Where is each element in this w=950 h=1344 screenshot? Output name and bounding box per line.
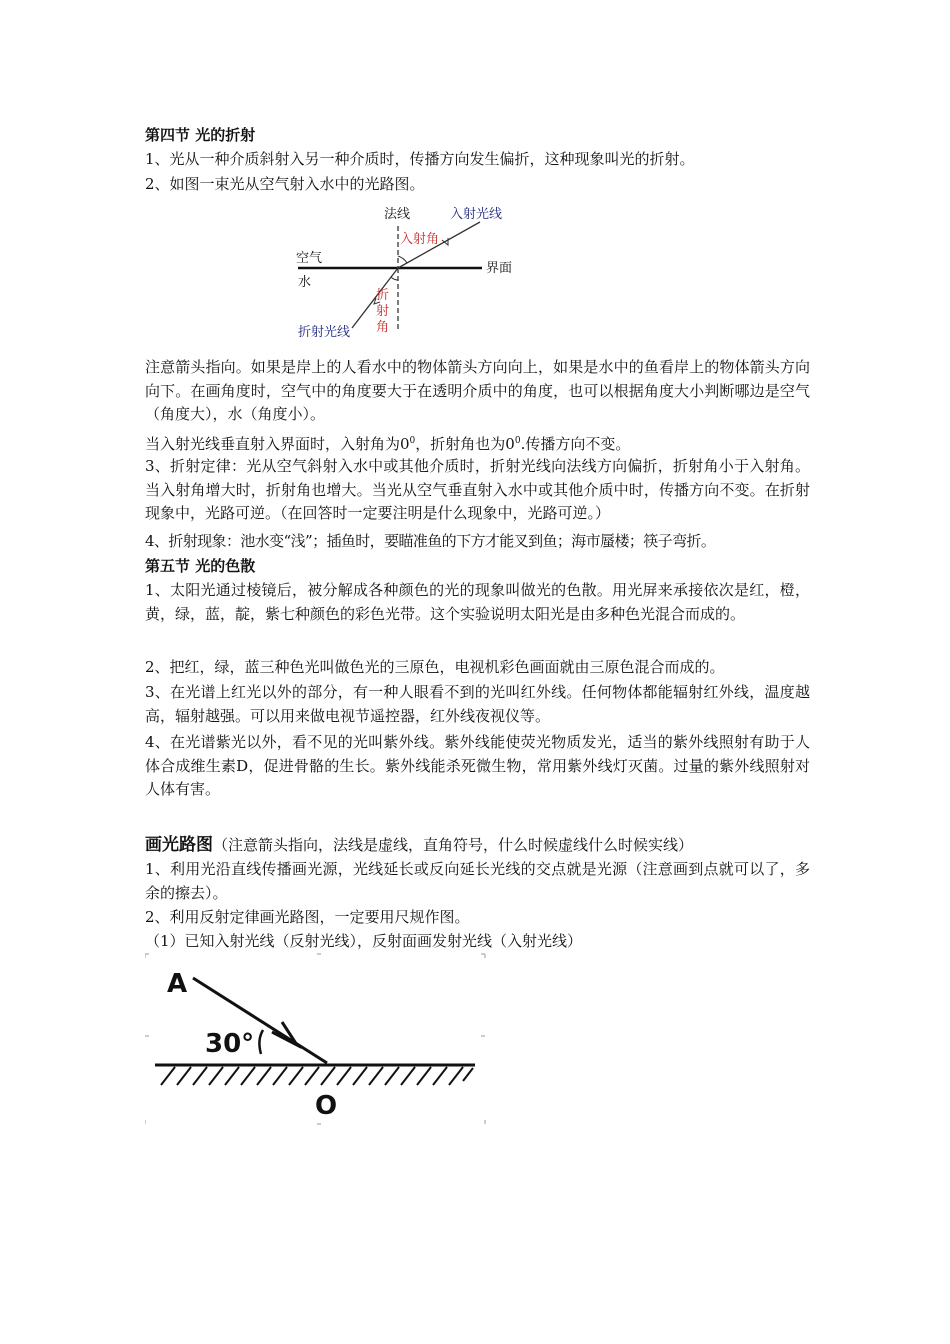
section4-paragraph-4: 4、折射现象：池水变“浅”；插鱼时，要瞄准鱼的下方才能叉到鱼；海市蜃楼；筷子弯折。	[145, 532, 716, 550]
drawing-paragraph-1: 1、利用光沿直线传播画光源，光线延长或反向延长光线的交点就是光源（注意画到点就可以了，多余的擦去）。	[145, 860, 810, 902]
refraction-diagram	[290, 200, 670, 350]
drawing-heading: 画光路图（注意箭头指向，法线是虚线，直角符号，什么时候虚线什么时候实线）	[145, 835, 694, 855]
section5-paragraph-4: 4、在光谱紫光以外，看不见的光叫紫外线。紫外线能使荧光物质发光，适当的紫外线照射有助于人体合成维生素D，促进骨骼的生长。紫外线能杀死微生物，常用紫外线灯灭菌。过量的紫外线照射对人体有害。	[145, 733, 810, 798]
drawing-paragraph-2: 2、利用反射定律画光路图，一定要用尺规作图。	[145, 908, 470, 926]
angle-label: 30°	[205, 1029, 255, 1059]
reflection-diagram	[145, 950, 490, 1130]
point-o-label: O	[315, 1091, 338, 1121]
section4-paragraph-1: 1、光从一种介质斜射入另一种介质时，传播方向发生偏折，这种现象叫光的折射。	[145, 150, 695, 168]
section4-perpendicular-note: 当入射光线垂直射入界面时，入射角为$0^0$，折射角也为$0^0$.传播方向不变。	[145, 435, 631, 453]
refracted-ray-label: 折射光线	[298, 325, 351, 340]
section4-note: 注意箭头指向。如果是岸上的人看水中的物体箭头方向向上，如果是水中的鱼看岸上的物体箭头方向向下。在画角度时，空气中的角度要大于在透明介质中的角度，也可以根据角度大小判断哪边是空气（角度大），水（角度小）。	[145, 358, 810, 423]
section5-paragraph-3: 3、在光谱上红光以外的部分，有一种人眼看不到的光叫红外线。任何物体都能辐射红外线，温度越高，辐射越强。可以用来做电视节遥控器，红外线夜视仪等。	[145, 683, 810, 725]
air-label: 空气	[296, 251, 323, 266]
section5-paragraph-2: 2、把红，绿，蓝三种色光叫做色光的三原色，电视机彩色画面就由三原色混合而成的。	[145, 658, 725, 676]
refraction-angle-char-2: 射	[376, 304, 390, 319]
incident-angle-label: 入射角	[400, 232, 440, 247]
interface-label: 界面	[486, 261, 513, 276]
section5-paragraph-1: 1、太阳光通过棱镜后，被分解成各种颜色的光的现象叫做光的色散。用光屏来承接依次是红，橙，黄，绿，蓝，靛，紫七种颜色的彩色光带。这个实验说明太阳光是由多种色光混合而成的。	[145, 581, 810, 623]
drawing-paragraph-3: （1）已知入射光线（反射光线），反射面画发射光线（入射光线）	[145, 932, 583, 950]
normal-label: 法线	[384, 207, 411, 222]
section4-paragraph-3: 3、折射定律：光从空气斜射入水中或其他介质时，折射光线向法线方向偏折，折射角小于入射角。当入射角增大时，折射角也增大。当光从空气垂直射入水中或其他介质中时，传播方向不变。在折射现象中，光路可逆。（在回答时一定要注明是什么现象中，光路可逆。）	[145, 457, 810, 522]
point-a-label: A	[167, 969, 188, 999]
refraction-angle-char-1: 折	[376, 288, 390, 303]
water-label: 水	[298, 275, 312, 290]
section5-heading: 第五节 光的色散	[145, 557, 256, 575]
refraction-angle-char-3: 角	[376, 320, 390, 335]
section4-paragraph-2: 2、如图一束光从空气射入水中的光路图。	[145, 175, 425, 193]
incident-ray-label: 入射光线	[450, 207, 503, 222]
section4-heading: 第四节 光的折射	[145, 126, 256, 144]
